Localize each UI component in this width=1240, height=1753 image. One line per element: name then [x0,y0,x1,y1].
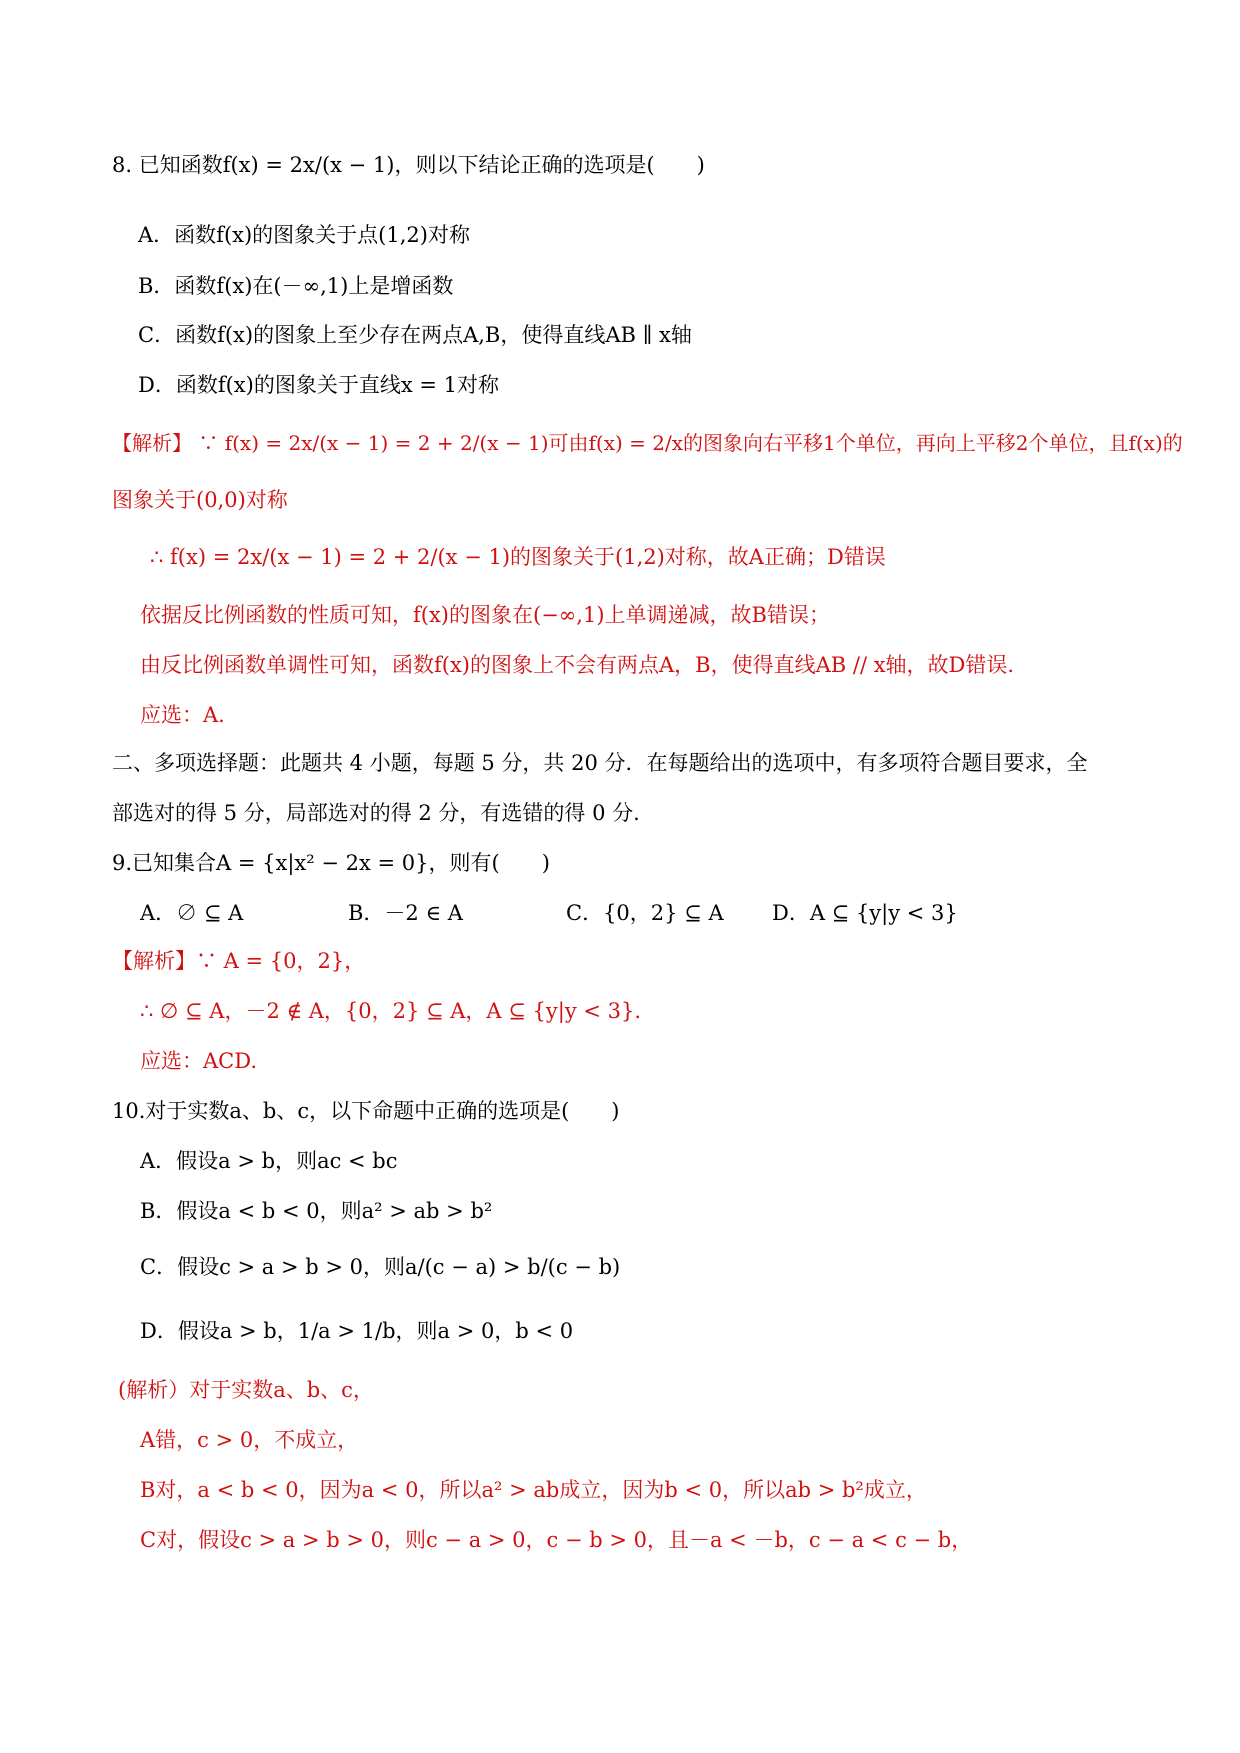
q9-option-c: C．{0，2} ⊆ A [566,901,724,925]
q10-stem: 10.对于实数a、b、c，以下命题中正确的选项是( ) [112,1099,620,1123]
q10-analysis-line-1: (解析）对于实数a、b、c， [118,1378,374,1402]
q10-analysis-line-2: A错，c > 0，不成立， [140,1428,359,1452]
section2-instructions-1: 二、多项选择题：此题共 4 小题，每题 5 分，共 20 分．在每题给出的选项中，有多项符合题目要求，全 [112,751,1088,775]
q8-analysis-line-2: 图象关于(0,0)对称 [112,488,288,512]
q8-analysis-line-1: 【解析】 ∵ f(x) = 2x/(x − 1) = 2 + 2/(x − 1)可由f(x) = 2/x的图象向右平移1个单位，再向上平移2个单位，且f(x)的 [112,431,1183,455]
q8-analysis-line-5: 由反比例函数单调性可知，函数f(x)的图象上不会有两点A，B，使得直线AB // x轴，故D错误. [140,653,1015,677]
section2-instructions-2: 部选对的得 5 分，局部选对的得 2 分，有选错的得 0 分. [112,801,640,825]
q8-analysis-line-3: ∴ f(x) = 2x/(x − 1) = 2 + 2/(x − 1)的图象关于(1,2)对称，故A正确；D错误 [150,545,886,569]
q10-option-b: B．假设a < b < 0，则a² > ab > b² [140,1199,493,1223]
q10-analysis-line-4: C对，假设c > a > b > 0，则c − a > 0，c − b > 0，且－a < －b，c − a < c − b， [140,1528,973,1552]
q10-option-d: D．假设a > b，1/a > 1/b，则a > 0，b < 0 [140,1319,574,1343]
q9-analysis-line-3: 应选：ACD. [140,1049,257,1073]
q8-option-b: B．函数f(x)在(－∞,1)上是增函数 [138,274,454,298]
q9-option-b: B．－2 ∈ A [348,901,463,925]
q9-analysis-line-2: ∴ ∅ ⊆ A，－2 ∉ A，{0，2} ⊆ A，A ⊆ {y|y < 3}. [140,999,642,1023]
q8-option-c: C．函数f(x)的图象上至少存在两点A,B，使得直线AB ∥ x轴 [138,323,692,347]
q9-option-d: D．A ⊆ {y|y < 3} [772,901,958,925]
q8-option-d: D．函数f(x)的图象关于直线x = 1对称 [138,373,499,397]
q8-option-a: A．函数f(x)的图象关于点(1,2)对称 [138,223,470,247]
q9-stem: 9.已知集合A = {x|x² − 2x = 0}，则有( ) [112,851,550,875]
q8-analysis-line-6: 应选：A. [140,703,225,727]
q8-stem: 8. 已知函数f(x) = 2x/(x − 1)，则以下结论正确的选项是( ) [112,153,705,177]
q10-option-a: A．假设a > b，则ac < bc [140,1149,398,1173]
q8-analysis-line-4: 依据反比例函数的性质可知，f(x)的图象在(−∞,1)上单调递减，故B错误； [140,603,830,627]
q9-analysis-line-1: 【解析】∵ A = {0，2}， [112,949,366,973]
q10-option-c: C．假设c > a > b > 0，则a/(c − a) > b/(c − b) [140,1255,621,1279]
q10-analysis-line-3: B对，a < b < 0，因为a < 0，所以a² > ab成立，因为b < 0，所以ab > b²成立， [140,1478,927,1502]
q9-option-a: A．∅ ⊆ A [140,901,244,925]
